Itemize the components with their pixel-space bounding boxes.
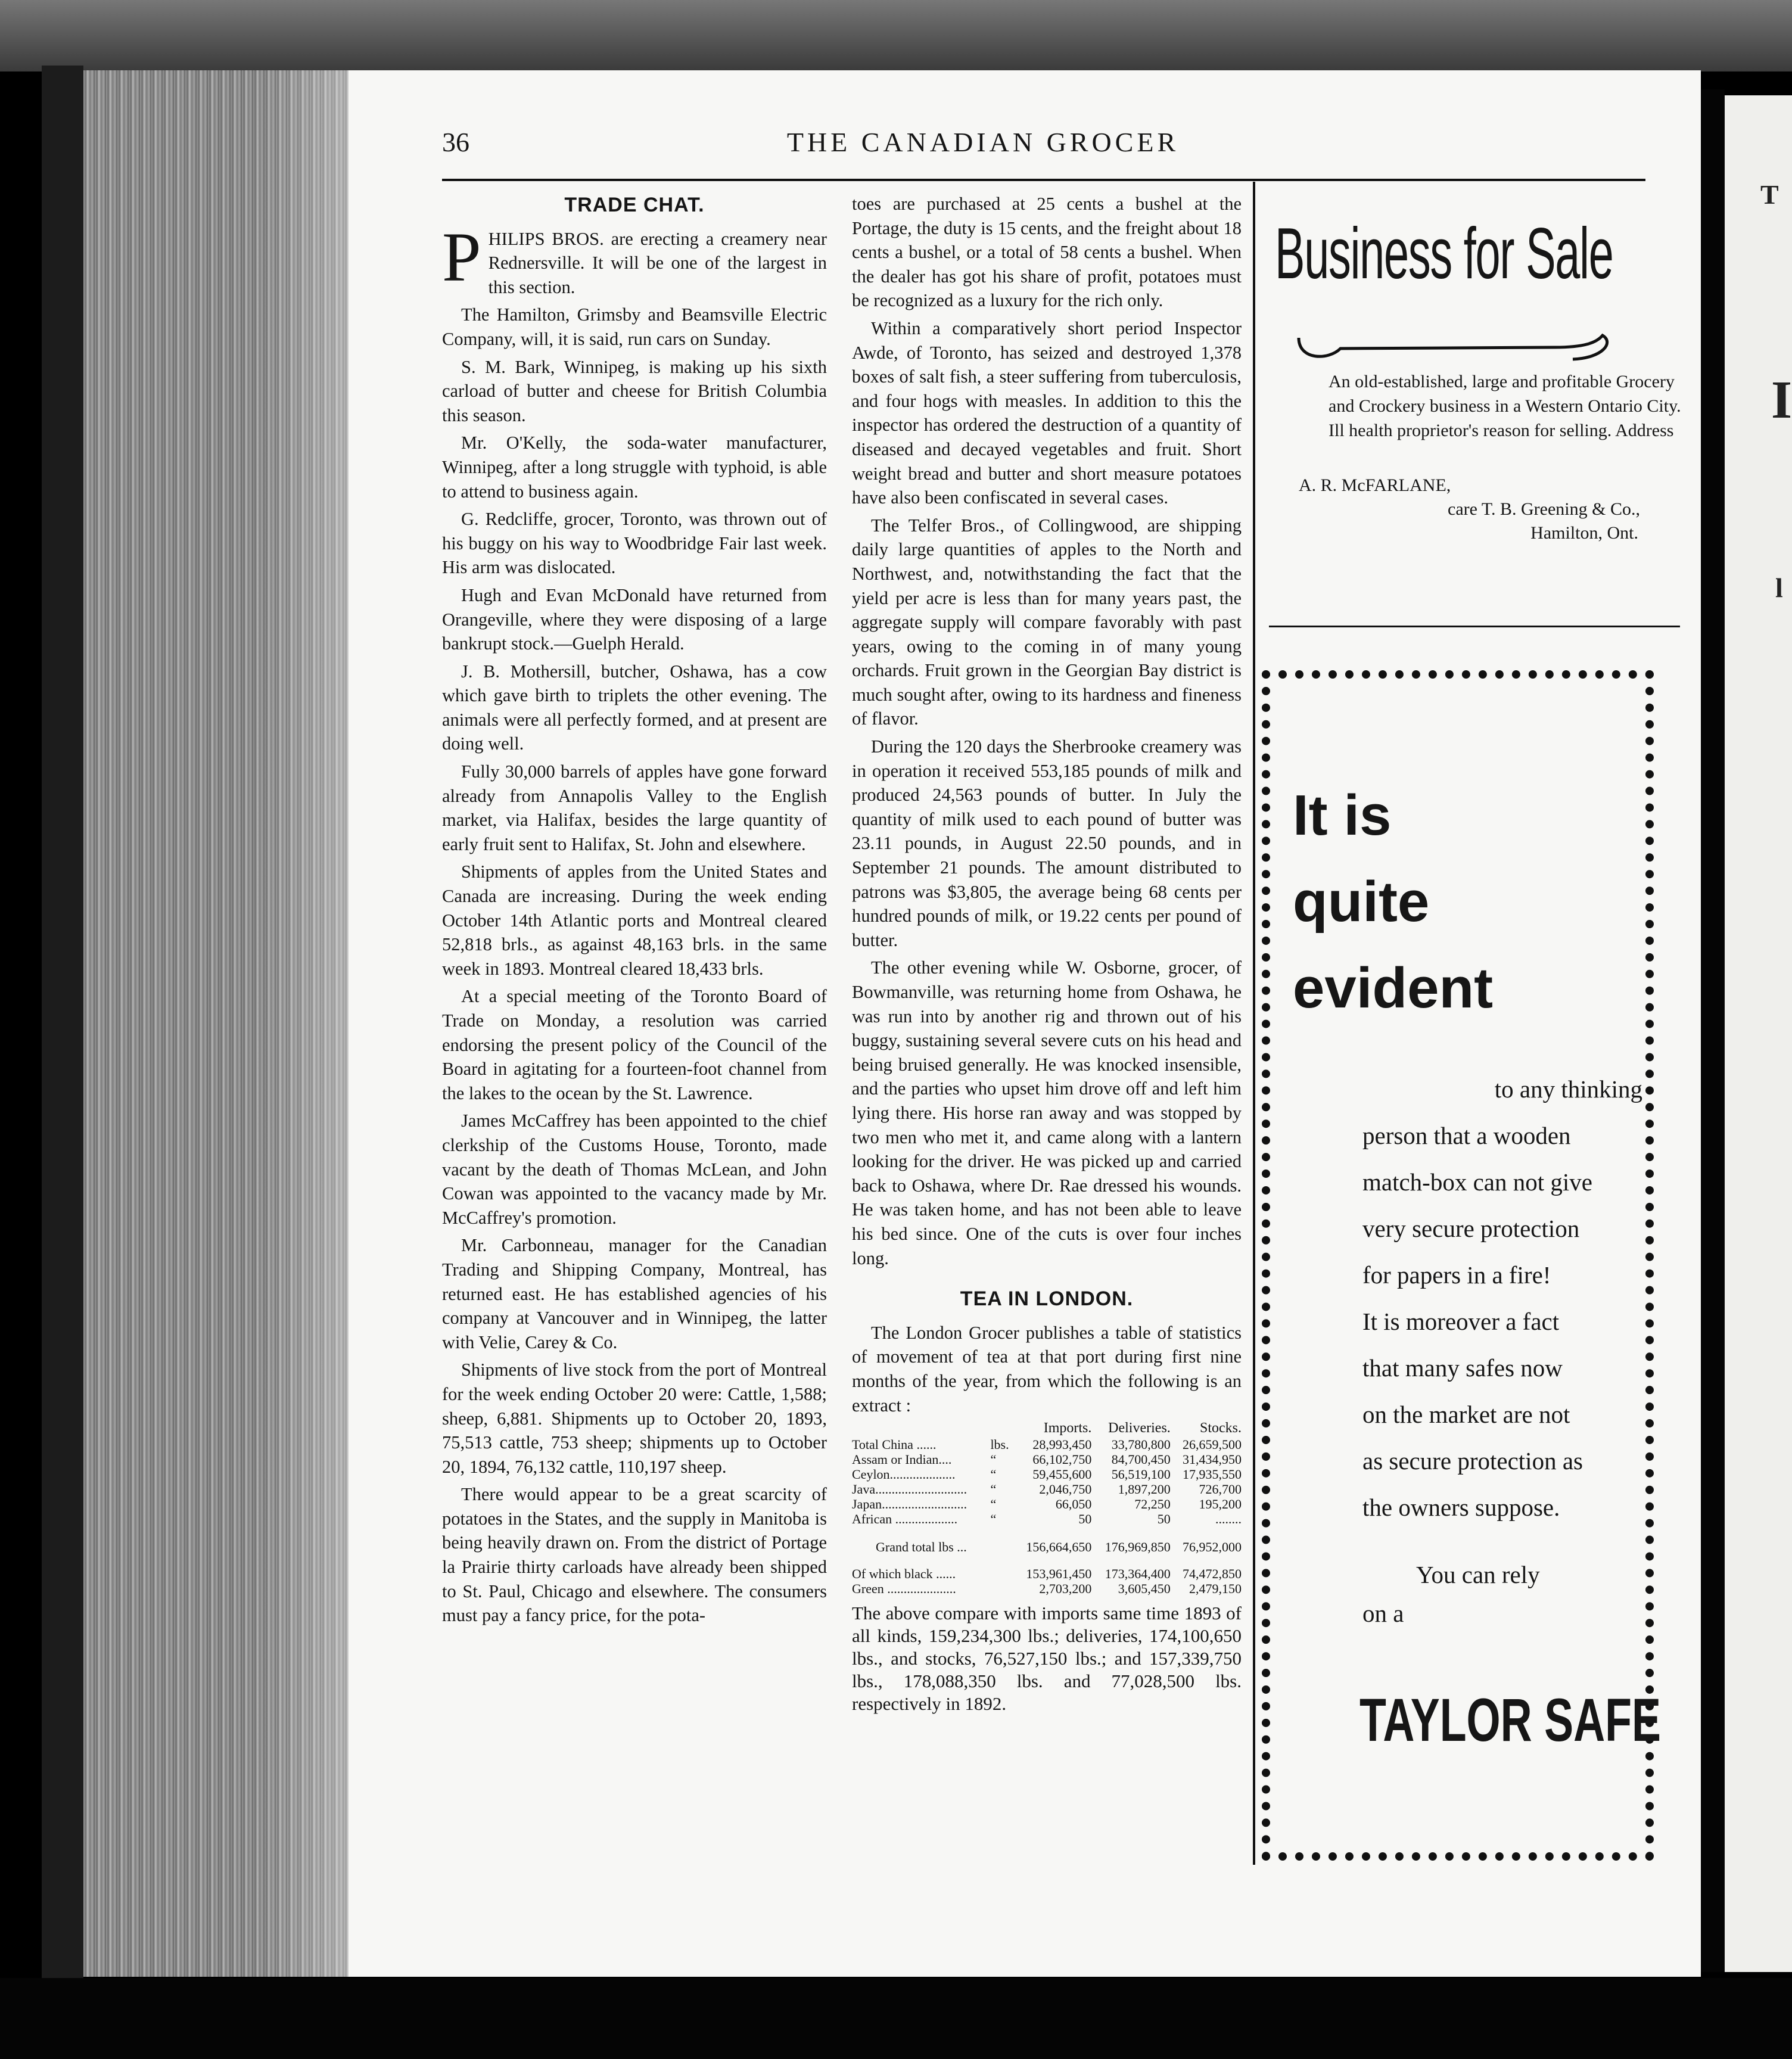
table-cell: 726,700 bbox=[1199, 1482, 1242, 1497]
article-paragraph: Fully 30,000 barrels of apples have gone forward already from Annapolis Valley to the English market, via Halifax, besides the large quantity of early fruit sent to Halifax, St. John and elsewhere. bbox=[442, 761, 827, 854]
page-number: 36 bbox=[442, 127, 469, 157]
page-stack-shade bbox=[262, 70, 349, 1977]
ad-body-line: very secure protection bbox=[1362, 1215, 1580, 1242]
ad-body-line: the owners suppose. bbox=[1362, 1494, 1560, 1521]
table-cell: 66,050 bbox=[1055, 1497, 1092, 1512]
article-paragraph: Mr. Carbonneau, manager for the Canadian Trading and Shipping Company, Montreal, has returned east. He has established agencies of his company at Vancouver and in Winnipeg, the latter with Velie, Carey & Co. bbox=[442, 1235, 827, 1352]
table-cell: “ bbox=[990, 1452, 997, 1467]
article-paragraph: At a special meeting of the Toronto Board of Trade on Monday, a resolution was carried endorsing the present policy of the Council of the Board in agitating for a fourteen-foot channel from the lakes to the ocean by the St. Lawrence. bbox=[442, 986, 827, 1103]
article-paragraph: During the 120 days the Sherbrooke creamery was in operation it received 553,185 pounds of milk and produced 24,563 pounds of butter. In July the quantity of milk used to each pound of butter was 23.11 pounds, in August 22.50 pounds, and in September 21 pounds. The amount distributed to patrons was $3,805, the average being 68 cents per hundred pounds of milk, or 19.22 cents per pound of butter. bbox=[852, 736, 1242, 950]
table-total-row bbox=[852, 1526, 1242, 1554]
column-middle bbox=[852, 192, 1242, 1719]
facing-page-edge bbox=[1725, 95, 1792, 1972]
ad-body-line: for papers in a fire! bbox=[1362, 1261, 1551, 1289]
table-cell: 17,935,550 bbox=[1183, 1467, 1242, 1482]
table-row bbox=[852, 1452, 1242, 1467]
ad-body-line: to any thinking bbox=[1494, 1075, 1642, 1103]
table-cell: 74,472,850 bbox=[1183, 1566, 1242, 1582]
table-cell: 173,364,400 bbox=[1105, 1566, 1171, 1582]
table-cell: “ bbox=[990, 1467, 997, 1482]
book-gutter bbox=[1701, 89, 1725, 1972]
table-cell: Java............................ bbox=[852, 1482, 967, 1497]
table-cell: 50 bbox=[1078, 1511, 1092, 1527]
table-header-row bbox=[852, 1421, 1242, 1437]
ad-contact-name: A. R. McFARLANE, bbox=[1299, 475, 1451, 495]
article-paragraph: Mr. O'Kelly, the soda-water manufacturer, Winnipeg, after a long struggle with typhoid, is able to attend to business again. bbox=[442, 433, 827, 502]
ad-headline-line: evident bbox=[1293, 956, 1494, 1020]
table-cell: Grand total lbs ... bbox=[876, 1539, 967, 1555]
table-cell: 56,519,100 bbox=[1111, 1467, 1171, 1482]
ad-rely-line: on a bbox=[1362, 1600, 1404, 1627]
table-cell: 26,659,500 bbox=[1183, 1437, 1242, 1453]
taylor-safe-ad bbox=[1262, 670, 1661, 1861]
scan-background-bottom bbox=[0, 1978, 1792, 2059]
table-row bbox=[852, 1581, 1242, 1596]
table-cell: Of which black ...... bbox=[852, 1566, 956, 1582]
table-cell: 2,703,200 bbox=[1039, 1581, 1092, 1597]
ad-body-line: It is moreover a fact bbox=[1362, 1308, 1560, 1335]
article-paragraph: Shipments of apples from the United States and Canada are increasing. During the week ending October 14th Atlantic ports and Montreal cleared 52,818 brls., as against 48,163 brls. in the same week in 1893. Montreal cleared 18,433 brls. bbox=[442, 861, 827, 979]
table-row bbox=[852, 1467, 1242, 1482]
table-cell: 153,961,450 bbox=[1026, 1566, 1092, 1582]
table-cell: Assam or Indian.... bbox=[852, 1452, 952, 1467]
table-cell: 84,700,450 bbox=[1111, 1452, 1171, 1467]
drop-cap: P bbox=[442, 217, 481, 296]
ad-headline-line: It is bbox=[1293, 783, 1392, 847]
tea-statistics-table bbox=[852, 1421, 1242, 1596]
ad-headline: Business for Sale bbox=[1275, 213, 1613, 294]
ad-separator-rule bbox=[1269, 626, 1680, 627]
table-cell: 28,993,450 bbox=[1032, 1437, 1092, 1453]
table-cell: 1,897,200 bbox=[1118, 1482, 1171, 1497]
tea-intro-paragraph: The London Grocer publishes a table of statistics of movement of tea at that port during first nine months of the year, from which the following is an extract : bbox=[852, 1322, 1242, 1416]
table-cell: 31,434,950 bbox=[1183, 1452, 1242, 1467]
ad-headline-line: quite bbox=[1293, 870, 1430, 934]
article-paragraph: The other evening while W. Osborne, grocer, of Bowmanville, was returning home from Oshawa, he was run into by another rig and thrown out of his buggy, sustaining several severe cuts on his head and being bruised generally. He was knocked insensible, and the parties who upset him drove off and left him lying there. His horse ran away and was stopped by two men who met it, and came along with a lantern looking for the driver. He was picked up and carried back to Oshawa, where Dr. Rae dressed his wounds. He was taken home, and has not been able to leave his bed since. One of the cuts is over four inches long. bbox=[852, 957, 1242, 1268]
table-cell: “ bbox=[990, 1482, 997, 1497]
article-paragraph: S. M. Bark, Winnipeg, is making up his sixth carload of butter and cheese for British Columbia this season. bbox=[442, 356, 827, 425]
table-cell: Japan.......................... bbox=[852, 1497, 967, 1512]
table-cell: 72,250 bbox=[1134, 1497, 1171, 1512]
table-header-cell: Stocks. bbox=[1199, 1420, 1242, 1436]
ad-rely-line: You can rely bbox=[1416, 1561, 1540, 1588]
tea-footer-paragraph: The above compare with imports same time 1893 of all kinds, 159,234,300 lbs.; deliveries, 174,100,650 lbs., and stocks, 76,527,150 lbs.; and 157,339,750 lbs., 178,088,350 lbs. and 77,028,500 lbs. respectively in 1892. bbox=[852, 1603, 1242, 1715]
table-cell: 33,780,800 bbox=[1111, 1437, 1171, 1453]
facing-page-mark: l bbox=[1775, 573, 1783, 603]
ad-contact-city: Hamilton, Ont. bbox=[1530, 523, 1638, 543]
trade-chat-heading: TRADE CHAT. bbox=[564, 194, 705, 216]
ad-body-line: person that a wooden bbox=[1362, 1122, 1571, 1149]
ad-signature bbox=[1299, 474, 1728, 545]
table-header-cell: Deliveries. bbox=[1108, 1420, 1171, 1436]
article-paragraph: PHILIPS BROS. are erecting a creamery near Rednersville. It will be one of the largest in this section. bbox=[442, 217, 827, 297]
table-row bbox=[852, 1554, 1242, 1581]
column-left bbox=[442, 189, 827, 1631]
table-row bbox=[852, 1511, 1242, 1526]
facing-page-mark: T bbox=[1760, 179, 1779, 210]
table-cell: African ................... bbox=[852, 1511, 958, 1527]
ad-brand-name: TAYLOR SAFE bbox=[1359, 1686, 1661, 1754]
table-row bbox=[852, 1497, 1242, 1511]
masthead: THE CANADIAN GROCER bbox=[786, 127, 1180, 157]
ad-body: An old-established, large and profitable Grocery and Crockery business in a Western Ontario City. Ill health proprietor's reason for selling. Address bbox=[1329, 372, 1681, 440]
business-for-sale-ad bbox=[1275, 212, 1681, 543]
ad-contact-care: care T. B. Greening & Co., bbox=[1448, 499, 1640, 519]
table-header-cell bbox=[990, 1421, 1013, 1437]
table-header-cell: Imports. bbox=[1043, 1420, 1092, 1436]
table-row bbox=[852, 1437, 1242, 1452]
article-paragraph: Shipments of live stock from the port of Montreal for the week ending October 20 were: Cattle, 1,588; sheep, 6,881. Shipments up to October 20, 1893, 75,513 cattle, 753 sheep; shipments up to October 20, 1894, 76,132 cattle, 110,197 sheep. bbox=[442, 1360, 827, 1477]
table-cell: 76,952,000 bbox=[1183, 1539, 1242, 1555]
article-paragraph: Hugh and Evan McDonald have returned from Orangeville, where they were disposing of a large bankrupt stock.—Guelph Herald. bbox=[442, 584, 827, 654]
article-paragraph: James McCaffrey has been appointed to the chief clerkship of the Customs House, Toronto, made vacant by the death of Thomas McLean, and John Cowan was appointed to the vacancy made by Mr. McCaffrey's promotion. bbox=[442, 1111, 827, 1228]
table-cell: 2,479,150 bbox=[1189, 1581, 1242, 1597]
ad-headline-flourish bbox=[1293, 325, 1638, 366]
table-cell: 2,046,750 bbox=[1039, 1482, 1092, 1497]
table-cell: Total China ...... bbox=[852, 1437, 937, 1453]
article-paragraph: Within a comparatively short period Inspector Awde, of Toronto, has seized and destroyed 1,378 boxes of salt fish, a steer suffering from tuberculosis, and four hogs with measles. In addition to this the inspector has ordered the destruction of a quantity of diseased and decayed vegetables and fruit. Short weight bread and butter and short measure potatoes have also been confiscated in several cases. bbox=[852, 318, 1242, 508]
tea-in-london-heading: TEA IN LONDON. bbox=[960, 1287, 1134, 1311]
article-paragraph: The Hamilton, Grimsby and Beamsville Electric Company, will, it is said, run cars on Sunday. bbox=[442, 304, 827, 349]
table-cell: Green ..................... bbox=[852, 1581, 956, 1597]
table-cell: 3,605,450 bbox=[1118, 1581, 1171, 1597]
article-paragraph: J. B. Mothersill, butcher, Oshawa, has a cow which gave birth to triplets the other evening. The animals were all perfectly formed, and at present are doing well. bbox=[442, 661, 827, 754]
table-cell: 195,200 bbox=[1199, 1497, 1242, 1512]
book-cover-edge bbox=[42, 66, 83, 1978]
table-cell: 59,455,600 bbox=[1032, 1467, 1092, 1482]
table-row bbox=[852, 1482, 1242, 1497]
table-cell: ........ bbox=[1215, 1511, 1242, 1527]
table-cell: 176,969,850 bbox=[1105, 1539, 1171, 1555]
article-paragraph: G. Redcliffe, grocer, Toronto, was thrown out of his buggy on his way to Woodbridge Fair last week. His arm was dislocated. bbox=[442, 509, 827, 578]
ad-body-line: that many safes now bbox=[1362, 1354, 1563, 1382]
article-paragraph: toes are purchased at 25 cents a bushel at the Portage, the duty is 15 cents, and the freight about 18 cents a bushel, or a total of 58 cents a bushel. When the dealer has got his share of profit, potatoes must be recognized as a luxury for the rich only. bbox=[852, 194, 1242, 311]
article-paragraph: The Telfer Bros., of Collingwood, are shipping daily large quantities of apples to the North and Northwest, and, notwithstanding the fact that the yield per acre is less than for many years past, the aggregate supply will compare favorably with past years, owing to the coming in of many young orchards. Fruit grown in the Georgian Bay district is much sought after, owing to its hardness and fineness of flavor. bbox=[852, 515, 1242, 729]
scan-background-top bbox=[0, 0, 1792, 71]
ad-body-line: on the market are not bbox=[1362, 1401, 1570, 1428]
table-cell: “ bbox=[990, 1497, 997, 1512]
article-paragraph: There would appear to be a great scarcity of potatoes in the States, and the supply in Manitoba is being heavily drawn on. From the district of Portage la Prairie thirty carloads have already been shipped to St. Paul, Chicago and elsewhere. The consumers must pay a fancy price, for the pota- bbox=[442, 1484, 827, 1626]
facing-page-mark: I bbox=[1771, 371, 1792, 430]
table-cell: 50 bbox=[1157, 1511, 1171, 1527]
table-cell: “ bbox=[990, 1511, 997, 1527]
table-cell: 156,664,650 bbox=[1026, 1539, 1092, 1555]
ad-body-line: match-box can not give bbox=[1362, 1168, 1592, 1196]
ad-body-line: as secure protection as bbox=[1362, 1447, 1583, 1475]
table-header-cell bbox=[852, 1421, 990, 1437]
table-cell: lbs. bbox=[990, 1437, 1009, 1453]
table-cell: Ceylon.................... bbox=[852, 1467, 956, 1482]
header-rule bbox=[442, 179, 1645, 181]
column-rule bbox=[1253, 182, 1255, 1865]
table-cell: 66,102,750 bbox=[1032, 1452, 1092, 1467]
